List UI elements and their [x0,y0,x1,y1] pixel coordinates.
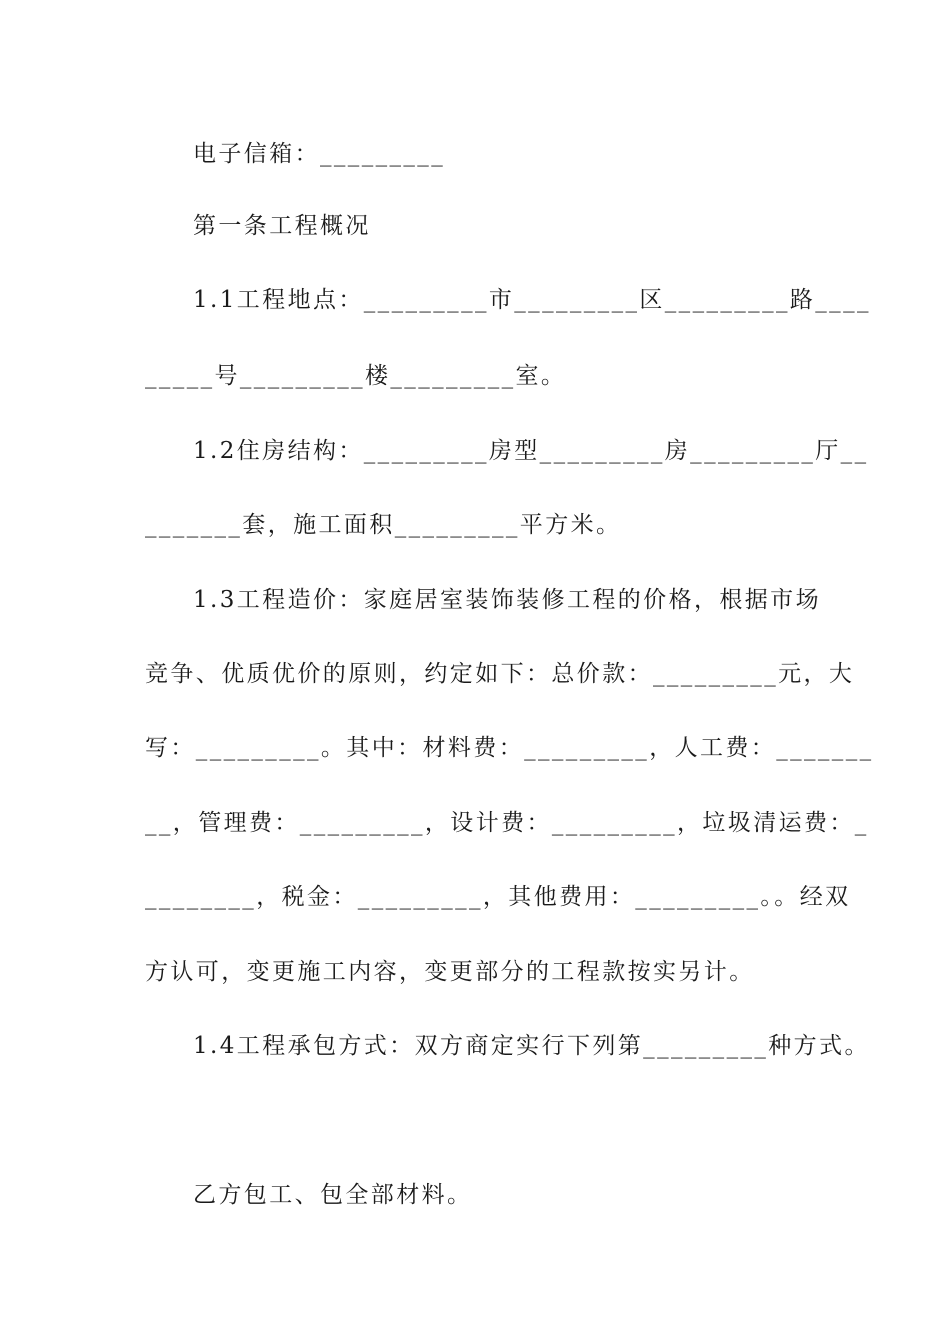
article-1-heading: 第一条工程概况 [193,213,371,239]
clause-1-3-line-6: 方认可，变更施工内容，变更部分的工程款按实另计。 [145,959,755,985]
email-line: 电子信箱：_________ [193,141,446,167]
clause-1-3-line-2: 竞争、优质优价的原则，约定如下：总价款：_________元，大 [145,661,855,687]
clause-1-2-line-1: 1.2住房结构：_________房型_________房_________厅__ [193,438,869,464]
clause-1-1-line-2: _____号_________楼_________室。 [145,363,567,389]
clause-1-3-line-5: ________，税金：_________，其他费用：_________。。经双 [145,884,851,910]
clause-1-4-line-1: 1.4工程承包方式：双方商定实行下列第_________种方式。 [193,1033,870,1059]
clause-1-1-line-1: 1.1工程地点：_________市_________区_________路____ [193,287,871,313]
contract-option-line: 乙方包工、包全部材料。 [193,1182,473,1208]
clause-1-3-line-3: 写：_________。其中：材料费：_________，人工费：_______ [145,735,874,761]
clause-1-3-line-1: 1.3工程造价：家庭居室装饰装修工程的价格，根据市场 [193,587,821,613]
clause-1-3-line-4: __，管理费：_________，设计费：_________，垃圾清运费：_ [145,810,869,836]
clause-1-2-line-2: _______套，施工面积_________平方米。 [145,512,622,538]
